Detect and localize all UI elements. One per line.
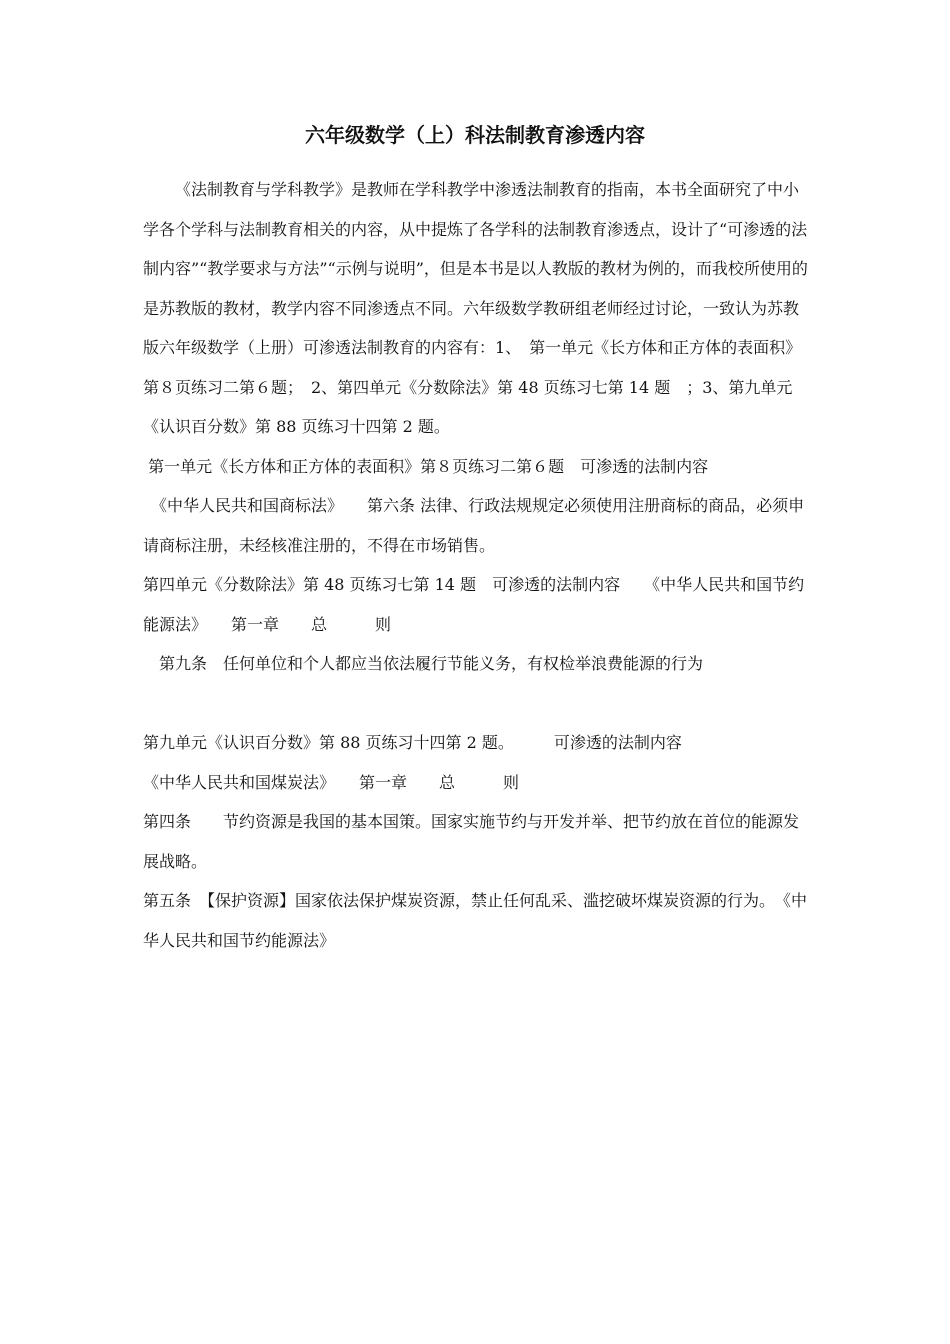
unit9-article4-paragraph: 第四条 节约资源是我国的基本国策。国家实施节约与开发并举、把节约放在首位的能源发展战略。 xyxy=(143,812,800,871)
unit9-law-paragraph: 《中华人民共和国煤炭法》 第一章 总 则 xyxy=(143,772,520,792)
unit1-heading: 第一单元《长方体和正方体的表面积》第８页练习二第６题 可渗透的法制内容 xyxy=(143,456,709,476)
unit9-article5-paragraph: 第五条 【保护资源】国家依法保护煤炭资源，禁止任何乱采、滥挖破坏煤炭资源的行为。 《中华人民共和国节约能源法》 xyxy=(143,891,808,950)
document-body xyxy=(143,170,808,960)
blank-line xyxy=(143,684,808,724)
intro-paragraph: 《法制教育与学科教学》是教师在学科教学中渗透法制教育的指南，本书全面研究了中小学各个学科与法制教育相关的内容，从中提炼了各学科的法制教育渗透点，设计了“可渗透的法制内容”“教学要求与方法”“示例与说明”，但是本书是以人教版的教材为例的，而我校所使用的是苏教版的教材，教学内容不同渗透点不同。六年级数学教研组老师经过讨论，一致认为苏教版六年级数学（上册）可渗透法制教育的内容有：1、 第一单元《长方体和正方体的表面积》第８页练习二第６题； 2、第四单元《分数除法》第 48 页练习七第 14 题 ；3、第九单元《认识百分数》第 88 页练习十四第 2 题。 xyxy=(143,180,808,436)
document-title: 六年级数学（上）科法制教育渗透内容 xyxy=(305,123,645,147)
unit4-heading: 第四单元《分数除法》第 48 页练习七第 14 题 可渗透的法制内容 《中华人民共和国节约能源法》 第一章 总 则 xyxy=(143,575,805,634)
unit9-heading: 第九单元《认识百分数》第 88 页练习十四第 2 题。 可渗透的法制内容 xyxy=(143,733,682,752)
unit4-article-paragraph: 第九条 任何单位和个人都应当依法履行节能义务，有权检举浪费能源的行为 xyxy=(143,654,704,673)
unit1-law-paragraph: 《中华人民共和国商标法》 第六条 法律、行政法规规定必须使用注册商标的商品，必须申请商标注册，未经核准注册的，不得在市场销售。 xyxy=(143,496,805,555)
